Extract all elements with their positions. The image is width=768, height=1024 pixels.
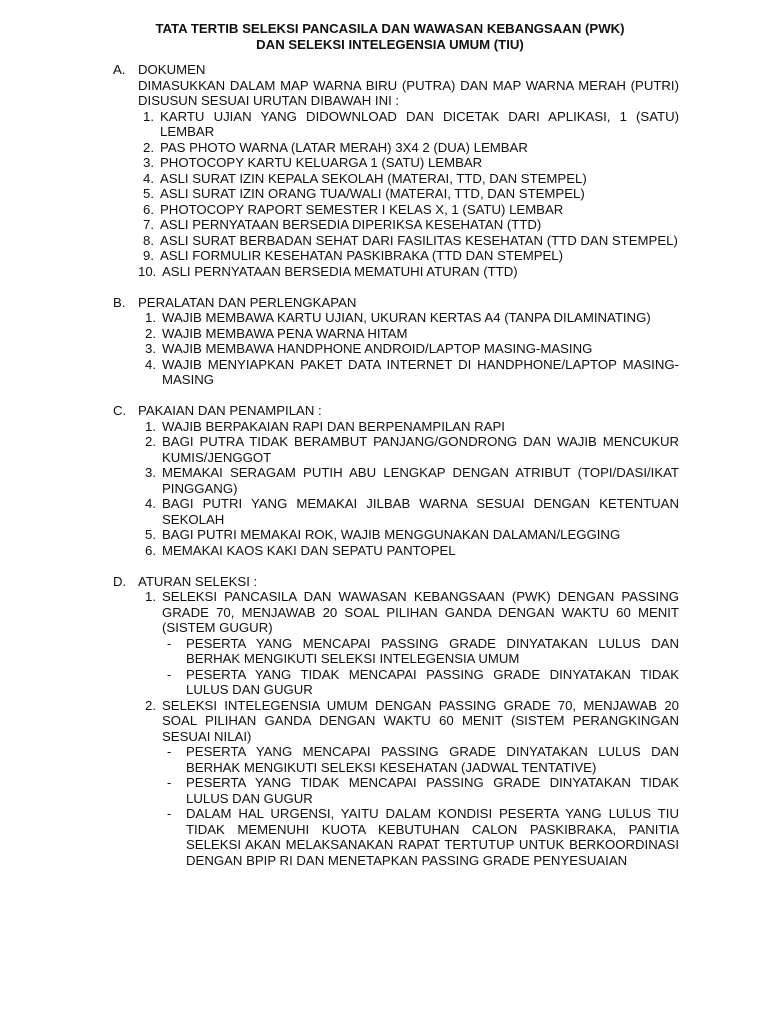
item-number: 6. <box>145 542 156 558</box>
item-number: 3. <box>145 465 156 480</box>
list-item <box>138 496 679 527</box>
sub-list-item <box>162 806 679 868</box>
list-item <box>138 186 679 202</box>
item-text: ASLI SURAT IZIN ORANG TUA/WALI (MATERAI, TTD, DAN STEMPEL) <box>160 186 585 201</box>
item-number: 1. <box>145 418 156 434</box>
equipment-list <box>138 310 679 388</box>
item-text: KARTU UJIAN YANG DIDOWNLOAD DAN DICETAK DARI APLIKASI, 1 (SATU) LEMBAR <box>160 108 679 139</box>
list-item <box>138 465 679 496</box>
item-number: 10. <box>138 263 157 279</box>
list-item <box>138 589 679 698</box>
item-number: 8. <box>143 232 154 248</box>
document-title <box>100 21 680 52</box>
item-number: 4. <box>143 170 154 186</box>
section-aturan-seleksi <box>113 574 679 869</box>
attire-list <box>138 419 679 559</box>
item-text: ASLI PERNYATAAN BERSEDIA DIPERIKSA KESEHATAN (TTD) <box>160 217 542 232</box>
section-dokumen <box>113 62 679 279</box>
item-text: BAGI PUTRI YANG MEMAKAI JILBAB WARNA SESUAI DENGAN KETENTUAN SEKOLAH <box>162 496 679 527</box>
list-item <box>138 543 679 559</box>
item-number: 2. <box>145 697 156 713</box>
item-text: SELEKSI INTELEGENSIA UMUM DENGAN PASSING GRADE 70, MENJAWAB 20 SOAL PILIHAN GANDA DENGAN WAKTU 60 MENIT (SISTEM PERANGKINGAN SESUAI NILAI) <box>162 697 679 744</box>
list-item <box>138 171 679 187</box>
item-text: PAS PHOTO WARNA (LATAR MERAH) 3X4 2 (DUA) LEMBAR <box>160 139 528 155</box>
title-line-2: DAN SELEKSI INTELEGENSIA UMUM (TIU) <box>256 36 524 52</box>
dash-bullet: - <box>167 666 172 682</box>
item-number: 1. <box>145 589 156 604</box>
section-letter: C. <box>113 403 127 418</box>
item-text: WAJIB MENYIAPKAN PAKET DATA INTERNET DI HANDPHONE/LAPTOP MASING-MASING <box>162 356 679 387</box>
item-text: BAGI PUTRI MEMAKAI ROK, WAJIB MENGGUNAKAN DALAMAN/LEGGING <box>162 527 621 542</box>
item-number: 7. <box>143 217 154 232</box>
list-item <box>138 109 679 140</box>
item-text: MEMAKAI KAOS KAKI DAN SEPATU PANTOPEL <box>162 542 456 558</box>
item-text: MEMAKAI SERAGAM PUTIH ABU LENGKAP DENGAN ATRIBUT (TOPI/DASI/IKAT PINGGANG) <box>162 465 679 496</box>
sub-list-item <box>162 667 679 698</box>
section-letter: D. <box>113 573 127 589</box>
list-item <box>138 698 679 869</box>
item-text: ASLI PERNYATAAN BERSEDIA MEMATUHI ATURAN (TTD) <box>162 263 518 279</box>
list-item <box>138 310 679 326</box>
list-item <box>138 341 679 357</box>
list-item <box>138 326 679 342</box>
list-item <box>138 264 679 280</box>
item-text: BAGI PUTRA TIDAK BERAMBUT PANJANG/GONDRONG DAN WAJIB MENCUKUR KUMIS/JENGGOT <box>162 434 679 465</box>
dash-bullet: - <box>167 806 172 821</box>
list-item <box>138 155 679 171</box>
list-item <box>138 233 679 249</box>
section-intro: DIMASUKKAN DALAM MAP WARNA BIRU (PUTRA) DAN MAP WARNA MERAH (PUTRI) DISUSUN SESUAI URUTAN DIBAWAH INI : <box>138 77 679 108</box>
list-item <box>138 357 679 388</box>
item-number: 3. <box>143 155 154 170</box>
list-item <box>138 202 679 218</box>
document-body <box>113 62 679 884</box>
dash-bullet: - <box>167 635 172 651</box>
item-text: WAJIB BERPAKAIAN RAPI DAN BERPENAMPILAN RAPI <box>162 418 505 434</box>
section-heading: DOKUMEN <box>138 62 206 77</box>
item-text: ASLI SURAT BERBADAN SEHAT DARI FASILITAS KESEHATAN (TTD DAN STEMPEL) <box>160 232 678 248</box>
list-item <box>138 248 679 264</box>
item-number: 5. <box>145 527 156 542</box>
list-item <box>138 527 679 543</box>
sub-list-item <box>162 636 679 667</box>
dash-bullet: - <box>167 775 172 790</box>
title-line-1: TATA TERTIB SELEKSI PANCASILA DAN WAWASAN KEBANGSAAN (PWK) <box>155 21 625 36</box>
section-pakaian <box>113 403 679 558</box>
item-number: 2. <box>143 139 154 155</box>
sub-item-text: PESERTA YANG TIDAK MENCAPAI PASSING GRADE DINYATAKAN TIDAK LULUS DAN GUGUR <box>186 666 679 697</box>
list-item <box>138 140 679 156</box>
sub-item-text: DALAM HAL URGENSI, YAITU DALAM KONDISI PESERTA YANG LULUS TIU TIDAK MEMENUHI KUOTA KEBUTUHAN CALON PASKIBRAKA, PANITIA SELEKSI AKAN MELAKSANAKAN RAPAT TERTUTUP UNTUK BERKOORDINASI DENGAN BPIP RI DAN MENETAPKAN PASSING GRADE PENYESUAIAN <box>186 806 679 868</box>
rules-list <box>138 589 679 868</box>
item-number: 5. <box>143 186 154 201</box>
item-text: PHOTOCOPY RAPORT SEMESTER I KELAS X, 1 (SATU) LEMBAR <box>160 201 564 217</box>
section-heading: PAKAIAN DAN PENAMPILAN : <box>138 403 322 418</box>
sub-item-text: PESERTA YANG TIDAK MENCAPAI PASSING GRADE DINYATAKAN TIDAK LULUS DAN GUGUR <box>186 775 679 806</box>
item-text: WAJIB MEMBAWA PENA WARNA HITAM <box>162 325 408 341</box>
item-text: WAJIB MEMBAWA KARTU UJIAN, UKURAN KERTAS A4 (TANPA DILAMINATING) <box>162 310 651 325</box>
section-heading: ATURAN SELEKSI : <box>138 573 258 589</box>
list-item <box>138 434 679 465</box>
sub-item-text: PESERTA YANG MENCAPAI PASSING GRADE DINYATAKAN LULUS DAN BERHAK MENGIKUTI SELEKSI INTELEGENSIA UMUM <box>186 635 679 666</box>
item-number: 2. <box>145 434 156 449</box>
item-text: ASLI SURAT IZIN KEPALA SEKOLAH (MATERAI, TTD, DAN STEMPEL) <box>160 170 587 186</box>
section-heading: PERALATAN DAN PERLENGKAPAN <box>138 294 357 310</box>
item-number: 3. <box>145 341 156 356</box>
item-number: 9. <box>143 248 154 263</box>
sub-list <box>162 636 679 698</box>
item-number: 6. <box>143 201 154 217</box>
sub-list <box>162 744 679 868</box>
list-item <box>138 217 679 233</box>
sub-item-text: PESERTA YANG MENCAPAI PASSING GRADE DINYATAKAN LULUS DAN BERHAK MENGIKUTI SELEKSI KESEHATAN (JADWAL TENTATIVE) <box>186 744 679 775</box>
section-peralatan <box>113 295 679 388</box>
dash-bullet: - <box>167 744 172 759</box>
item-text: WAJIB MEMBAWA HANDPHONE ANDROID/LAPTOP MASING-MASING <box>162 341 593 356</box>
item-text: PHOTOCOPY KARTU KELUARGA 1 (SATU) LEMBAR <box>160 155 483 170</box>
item-number: 4. <box>145 496 156 511</box>
item-number: 2. <box>145 325 156 341</box>
sub-list-item <box>162 744 679 775</box>
item-text: ASLI FORMULIR KESEHATAN PASKIBRAKA (TTD DAN STEMPEL) <box>160 248 564 263</box>
section-letter: A. <box>113 62 126 77</box>
item-number: 1. <box>143 108 154 124</box>
item-number: 1. <box>145 310 156 325</box>
section-letter: B. <box>113 294 126 310</box>
list-item <box>138 419 679 435</box>
item-number: 4. <box>145 356 156 372</box>
document-list <box>138 109 679 280</box>
item-text: SELEKSI PANCASILA DAN WAWASAN KEBANGSAAN (PWK) DENGAN PASSING GRADE 70, MENJAWAB 20 SOAL PILIHAN GANDA DENGAN WAKTU 60 MENIT (SISTEM GUGUR) <box>162 589 679 635</box>
sub-list-item <box>162 775 679 806</box>
